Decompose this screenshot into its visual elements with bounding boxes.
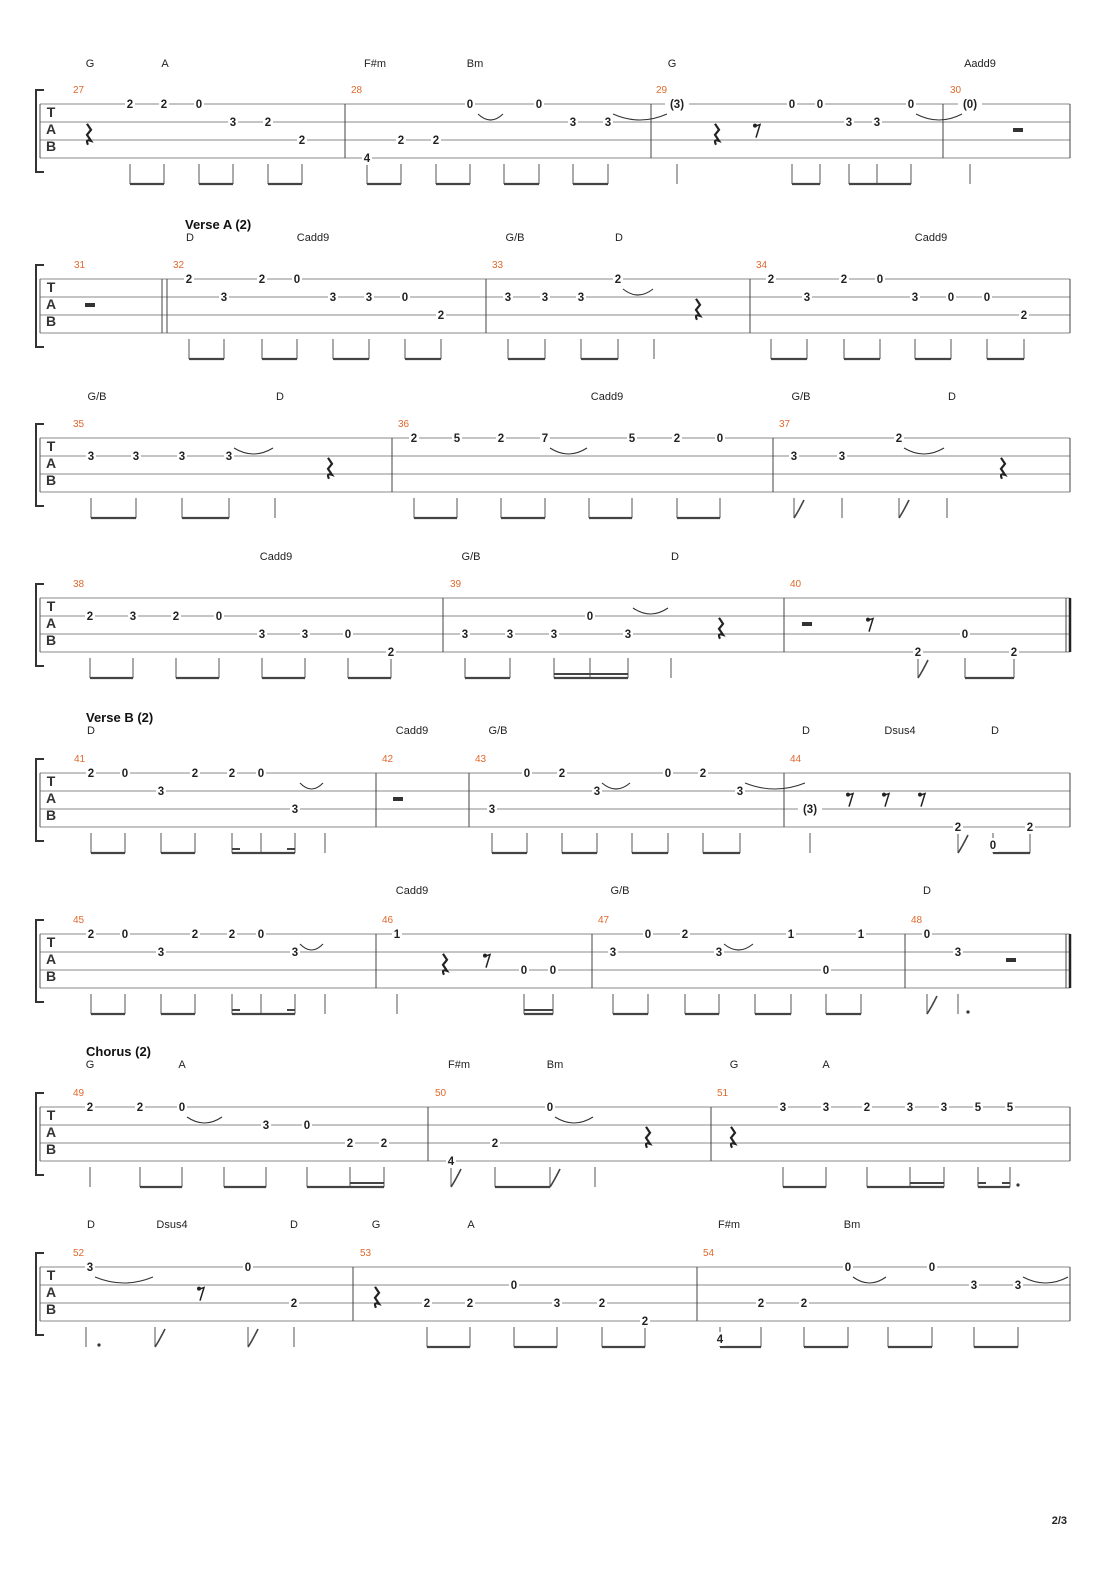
fret-number: 3	[506, 629, 514, 641]
note-flag	[155, 1329, 165, 1347]
eighth-rest	[484, 955, 490, 968]
chord-name: Dsus4	[884, 725, 916, 737]
fret-number: 3	[940, 1102, 948, 1114]
tie	[623, 289, 653, 295]
fret-number: 2	[191, 929, 199, 941]
fret-number: 2	[491, 1138, 499, 1150]
fret-number: 4	[363, 153, 371, 165]
tie	[853, 1277, 886, 1283]
fret-number: 2	[863, 1102, 871, 1114]
fret-number: 3	[553, 1298, 561, 1310]
fret-number: 3	[569, 117, 577, 129]
tie	[613, 114, 667, 120]
tab-clef-letter: A	[45, 1284, 57, 1300]
chord-name: G/B	[610, 885, 630, 897]
tie	[724, 944, 753, 950]
measure-number: 39	[450, 579, 462, 590]
section-heading: Chorus (2)	[86, 1044, 151, 1059]
fret-number: 0	[907, 99, 915, 111]
fret-number: 3	[577, 292, 585, 304]
measure-number: 32	[173, 260, 185, 271]
fret-number: 2	[895, 433, 903, 445]
measure-number: 40	[790, 579, 802, 590]
tab-system	[36, 551, 1070, 678]
note-flag	[958, 835, 968, 853]
section-heading: Verse A (2)	[185, 217, 252, 232]
chord-name: G/B	[87, 391, 107, 403]
measure-number: 36	[398, 419, 410, 430]
chord-name: G	[85, 1059, 95, 1071]
fret-number: 3	[504, 292, 512, 304]
tab-clef-letter: T	[46, 279, 56, 295]
tie	[478, 114, 503, 120]
fret-number: 2	[466, 1298, 474, 1310]
fret-number: 0	[466, 99, 474, 111]
dot	[966, 1010, 969, 1013]
quarter-rest	[696, 299, 700, 320]
fret-number: 2	[558, 768, 566, 780]
tie	[633, 608, 668, 614]
tie	[300, 783, 323, 789]
fret-number: 2	[87, 768, 95, 780]
tab-clef-letter: B	[45, 632, 57, 648]
tab-clef-letter: A	[45, 790, 57, 806]
fret-number: 3	[873, 117, 881, 129]
fret-number: 2	[185, 274, 193, 286]
measure-number: 33	[492, 260, 504, 271]
fret-number: 3	[715, 947, 723, 959]
tie	[1023, 1277, 1068, 1283]
fret-number: 2	[432, 135, 440, 147]
half-rest	[85, 303, 95, 307]
fret-number: 3	[779, 1102, 787, 1114]
measure-number: 29	[656, 85, 668, 96]
fret-number: 3	[488, 804, 496, 816]
fret-number: 2	[86, 1102, 94, 1114]
fret-number: (0)	[962, 99, 978, 111]
fret-number: 2	[699, 768, 707, 780]
chord-name: A	[822, 1059, 830, 1071]
chord-name: D	[802, 725, 810, 737]
fret-number: 2	[298, 135, 306, 147]
chord-name: Aadd9	[964, 58, 996, 70]
fret-number: 2	[840, 274, 848, 286]
half-rest	[802, 622, 812, 626]
fret-number: 4	[716, 1334, 724, 1346]
fret-number: 0	[344, 629, 352, 641]
chord-name: F#m	[448, 1059, 470, 1071]
fret-number: 2	[380, 1138, 388, 1150]
measure-number: 27	[73, 85, 85, 96]
fret-number: 2	[598, 1298, 606, 1310]
fret-number: 0	[257, 929, 265, 941]
fret-number: 2	[86, 611, 94, 623]
fret-number: 0	[844, 1262, 852, 1274]
tie	[95, 1277, 153, 1283]
tab-clef-letter: B	[45, 1301, 57, 1317]
fret-number: 2	[397, 135, 405, 147]
fret-number: 4	[447, 1156, 455, 1168]
measure-number: 49	[73, 1088, 85, 1099]
measure-number: 44	[790, 754, 802, 765]
tab-clef-letter: A	[45, 951, 57, 967]
tab-clef-letter: A	[45, 1124, 57, 1140]
fret-number: 3	[736, 786, 744, 798]
fret-number: 3	[301, 629, 309, 641]
fret-number: 3	[604, 117, 612, 129]
tab-clef-letter: B	[45, 968, 57, 984]
fret-number: 0	[788, 99, 796, 111]
tab-system	[36, 885, 1070, 1014]
chord-name: Bm	[466, 58, 484, 70]
fret-number: 2	[681, 929, 689, 941]
eighth-rest	[847, 794, 853, 807]
fret-number: 3	[132, 451, 140, 463]
chord-name: D	[948, 391, 956, 403]
fret-number: 2	[1010, 647, 1018, 659]
note-flag	[794, 500, 804, 518]
chord-name: Cadd9	[914, 232, 948, 244]
tab-clef-letter: B	[45, 807, 57, 823]
chord-name: G/B	[488, 725, 508, 737]
tab-system	[36, 58, 1070, 184]
fret-number: 2	[228, 768, 236, 780]
chord-name: A	[161, 58, 169, 70]
dot	[97, 1343, 100, 1346]
fret-number: 3	[541, 292, 549, 304]
fret-number: 0	[257, 768, 265, 780]
fret-number: 0	[244, 1262, 252, 1274]
note-flag	[927, 996, 937, 1014]
fret-number: 0	[510, 1280, 518, 1292]
chord-name: G/B	[461, 551, 481, 563]
tab-clef-letter: B	[45, 472, 57, 488]
fret-number: 0	[535, 99, 543, 111]
fret-number: 0	[983, 292, 991, 304]
measure-number: 46	[382, 915, 394, 926]
fret-number: 3	[954, 947, 962, 959]
section-heading: Verse B (2)	[86, 710, 154, 725]
tab-system	[36, 1044, 1070, 1187]
fret-number: 0	[549, 965, 557, 977]
tie	[602, 783, 630, 789]
chord-name: D	[186, 232, 194, 244]
fret-number: 3	[87, 451, 95, 463]
quarter-rest	[375, 1287, 379, 1308]
chord-name: Cadd9	[395, 885, 429, 897]
fret-number: 2	[160, 99, 168, 111]
quarter-rest	[731, 1127, 735, 1148]
quarter-rest	[719, 618, 723, 639]
page-number: 2/3	[1051, 1515, 1067, 1527]
measure-number: 35	[73, 419, 85, 430]
tie	[187, 1117, 222, 1123]
fret-number: 0	[822, 965, 830, 977]
fret-number: 0	[923, 929, 931, 941]
tab-clef-letter: T	[46, 438, 56, 454]
quarter-rest	[328, 458, 332, 479]
note-flag	[550, 1169, 560, 1187]
tab-clef-letter: A	[45, 296, 57, 312]
tab-clef-letter: A	[45, 615, 57, 631]
eighth-rest	[867, 619, 873, 632]
fret-number: 3	[291, 804, 299, 816]
measure-number: 47	[598, 915, 610, 926]
fret-number: 5	[453, 433, 461, 445]
fret-number: 3	[329, 292, 337, 304]
fret-number: 0	[121, 768, 129, 780]
fret-number: 0	[928, 1262, 936, 1274]
tab-system	[36, 1219, 1070, 1347]
fret-number: 1	[857, 929, 865, 941]
note-flag	[451, 1169, 461, 1187]
fret-number: 2	[264, 117, 272, 129]
chord-name: Cadd9	[296, 232, 330, 244]
fret-number: 2	[914, 647, 922, 659]
chord-name: Cadd9	[590, 391, 624, 403]
fret-number: 3	[157, 947, 165, 959]
fret-number: 2	[410, 433, 418, 445]
fret-number: 0	[523, 768, 531, 780]
half-rest	[1013, 128, 1023, 132]
chord-name: F#m	[364, 58, 386, 70]
tab-clef-letter: T	[46, 104, 56, 120]
tie	[555, 1117, 593, 1123]
measure-number: 45	[73, 915, 85, 926]
fret-number: 2	[126, 99, 134, 111]
chord-name: Bm	[843, 1219, 861, 1231]
fret-number: 0	[195, 99, 203, 111]
tie	[234, 448, 273, 454]
tab-clef-letter: B	[45, 313, 57, 329]
fret-number: 3	[970, 1280, 978, 1292]
fret-number: 3	[129, 611, 137, 623]
fret-number: 0	[816, 99, 824, 111]
tab-system	[36, 710, 1070, 853]
chord-name: Cadd9	[259, 551, 293, 563]
chord-name: G	[667, 58, 677, 70]
fret-number: 0	[644, 929, 652, 941]
quarter-rest	[443, 954, 447, 975]
fret-number: 2	[290, 1298, 298, 1310]
tab-system	[36, 391, 1070, 518]
fret-number: 2	[800, 1298, 808, 1310]
fret-number: 2	[346, 1138, 354, 1150]
fret-number: 7	[541, 433, 549, 445]
quarter-rest	[1001, 458, 1005, 479]
fret-number: 3	[258, 629, 266, 641]
chord-name: F#m	[718, 1219, 740, 1231]
fret-number: 2	[673, 433, 681, 445]
tie	[745, 783, 805, 789]
tab-clef-letter: B	[45, 1141, 57, 1157]
chord-name: D	[923, 885, 931, 897]
chord-name: G	[729, 1059, 739, 1071]
fret-number: 2	[1020, 310, 1028, 322]
fret-number: 2	[497, 433, 505, 445]
tab-clef-letter: A	[45, 455, 57, 471]
fret-number: 2	[641, 1316, 649, 1328]
fret-number: 5	[974, 1102, 982, 1114]
tab-clef-letter: B	[45, 138, 57, 154]
fret-number: 0	[989, 840, 997, 852]
fret-number: 2	[954, 822, 962, 834]
fret-number: 2	[437, 310, 445, 322]
fret-number: 0	[947, 292, 955, 304]
measure-number: 52	[73, 1248, 85, 1259]
eighth-rest	[754, 125, 760, 138]
fret-number: 3	[906, 1102, 914, 1114]
measure-number: 38	[73, 579, 85, 590]
fret-number: 5	[1006, 1102, 1014, 1114]
fret-number: 2	[172, 611, 180, 623]
tab-clef-letter: T	[46, 1267, 56, 1283]
chord-name: Dsus4	[156, 1219, 188, 1231]
chord-name: D	[290, 1219, 298, 1231]
chord-name: Cadd9	[395, 725, 429, 737]
fret-number: 3	[1014, 1280, 1022, 1292]
tab-clef-letter: T	[46, 598, 56, 614]
fret-number: 1	[787, 929, 795, 941]
chord-name: G	[371, 1219, 381, 1231]
tie	[300, 944, 323, 950]
half-rest	[393, 797, 403, 801]
fret-number: 3	[790, 451, 798, 463]
eighth-rest	[919, 794, 925, 807]
fret-number: 0	[303, 1120, 311, 1132]
fret-number: 3	[225, 451, 233, 463]
fret-number: 3	[86, 1262, 94, 1274]
fret-number: 3	[220, 292, 228, 304]
fret-number: 3	[803, 292, 811, 304]
fret-number: 2	[228, 929, 236, 941]
fret-number: 0	[520, 965, 528, 977]
measure-number: 31	[74, 260, 86, 271]
chord-name: Bm	[546, 1059, 564, 1071]
tie	[550, 448, 587, 454]
eighth-rest	[883, 794, 889, 807]
measure-number: 41	[74, 754, 86, 765]
fret-number: 2	[258, 274, 266, 286]
eighth-rest	[198, 1288, 204, 1301]
fret-number: 0	[178, 1102, 186, 1114]
tie	[916, 114, 962, 120]
tie	[904, 448, 944, 454]
measure-number: 43	[475, 754, 487, 765]
fret-number: 3	[593, 786, 601, 798]
fret-number: 2	[614, 274, 622, 286]
chord-name: G	[85, 58, 95, 70]
fret-number: 3	[550, 629, 558, 641]
fret-number: 0	[961, 629, 969, 641]
fret-number: 3	[262, 1120, 270, 1132]
chord-name: D	[991, 725, 999, 737]
fret-number: 3	[822, 1102, 830, 1114]
measure-number: 50	[435, 1088, 447, 1099]
chord-name: G/B	[791, 391, 811, 403]
tab-clef-letter: T	[46, 1107, 56, 1123]
tab-clef-letter: T	[46, 934, 56, 950]
fret-number: 3	[229, 117, 237, 129]
tab-clef-letter: T	[46, 773, 56, 789]
fret-number: 2	[757, 1298, 765, 1310]
fret-number: 1	[393, 929, 401, 941]
fret-number: 2	[767, 274, 775, 286]
fret-number: 2	[191, 768, 199, 780]
dot	[1016, 1183, 1019, 1186]
fret-number: 2	[136, 1102, 144, 1114]
measure-number: 34	[756, 260, 768, 271]
fret-number: 3	[461, 629, 469, 641]
fret-number: 0	[876, 274, 884, 286]
measure-number: 42	[382, 754, 394, 765]
fret-number: 0	[716, 433, 724, 445]
measure-number: 28	[351, 85, 363, 96]
fret-number: 5	[628, 433, 636, 445]
fret-number: 0	[664, 768, 672, 780]
measure-number: 53	[360, 1248, 372, 1259]
fret-number: 3	[838, 451, 846, 463]
fret-number: 0	[121, 929, 129, 941]
chord-name: D	[671, 551, 679, 563]
fret-number: 3	[845, 117, 853, 129]
measure-number: 48	[911, 915, 923, 926]
fret-number: 2	[87, 929, 95, 941]
quarter-rest	[87, 124, 91, 145]
tab-system	[36, 217, 1070, 359]
fret-number: 0	[401, 292, 409, 304]
measure-number: 30	[950, 85, 962, 96]
fret-number: 0	[586, 611, 594, 623]
tab-clef-letter: A	[45, 121, 57, 137]
note-flag	[899, 500, 909, 518]
measure-number: 37	[779, 419, 791, 430]
fret-number: 2	[423, 1298, 431, 1310]
half-rest	[1006, 958, 1016, 962]
fret-number: 3	[624, 629, 632, 641]
note-flag	[248, 1329, 258, 1347]
fret-number: (3)	[802, 804, 818, 816]
note-flag	[918, 660, 928, 678]
chord-name: A	[467, 1219, 475, 1231]
chord-name: A	[178, 1059, 186, 1071]
fret-number: 0	[546, 1102, 554, 1114]
fret-number: 3	[291, 947, 299, 959]
chord-name: G/B	[505, 232, 525, 244]
measure-number: 51	[717, 1088, 729, 1099]
chord-name: D	[615, 232, 623, 244]
fret-number: 2	[387, 647, 395, 659]
fret-number: 2	[1026, 822, 1034, 834]
fret-number: 3	[609, 947, 617, 959]
quarter-rest	[646, 1127, 650, 1148]
fret-number: 0	[215, 611, 223, 623]
fret-number: 3	[178, 451, 186, 463]
fret-number: 0	[293, 274, 301, 286]
quarter-rest	[715, 124, 719, 145]
chord-name: D	[87, 1219, 95, 1231]
fret-number: 3	[911, 292, 919, 304]
measure-number: 54	[703, 1248, 715, 1259]
fret-number: 3	[365, 292, 373, 304]
chord-name: D	[276, 391, 284, 403]
fret-number: 3	[157, 786, 165, 798]
chord-name: D	[87, 725, 95, 737]
fret-number: (3)	[669, 99, 685, 111]
